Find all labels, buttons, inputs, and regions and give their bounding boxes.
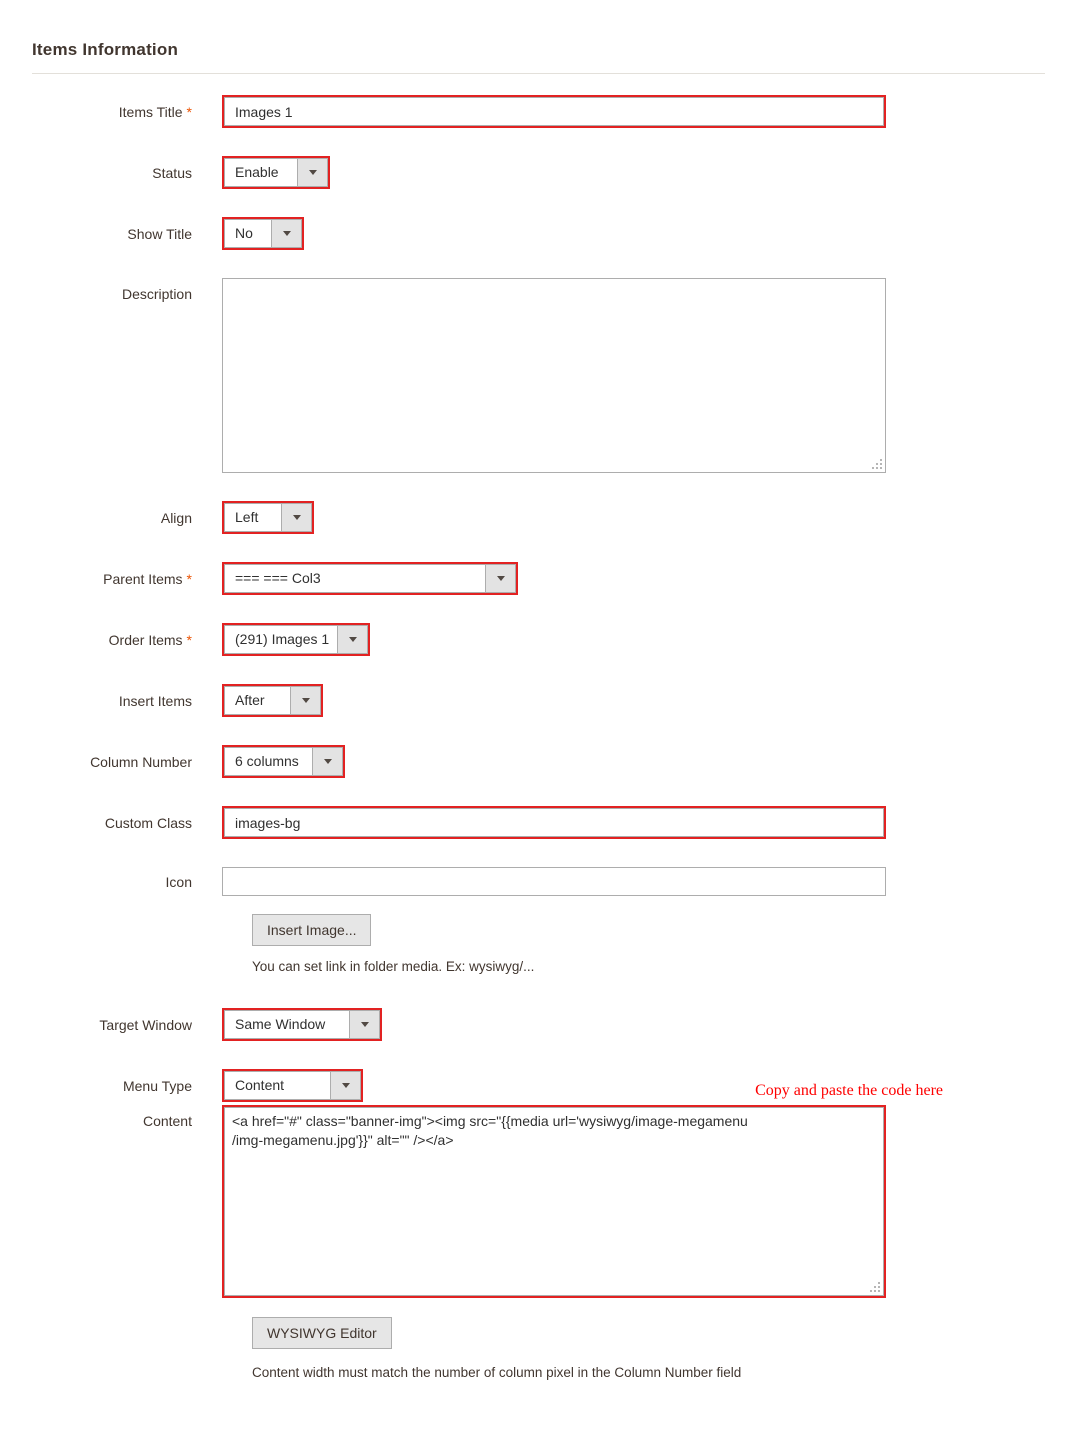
column-number-label: Column Number	[90, 753, 192, 770]
insert-items-highlight	[222, 684, 323, 717]
content-note: Content width must match the number of column pixel in the Column Number field	[252, 1365, 742, 1380]
form-row-align	[32, 501, 1077, 534]
parent-items-highlight	[222, 562, 518, 595]
status-highlight	[222, 156, 330, 189]
required-asterisk: *	[186, 103, 192, 120]
wysiwyg-editor-button[interactable]: WYSIWYG Editor	[252, 1317, 392, 1349]
target-window-dropdown-button[interactable]	[350, 1010, 380, 1039]
show-title-highlight	[222, 217, 304, 250]
content-label: Content	[142, 1113, 192, 1129]
caret-down-icon	[324, 759, 332, 764]
items-title-label: Items Title *	[118, 103, 192, 120]
column-number-select[interactable]	[224, 747, 343, 776]
insert-image-button[interactable]: Insert Image...	[252, 914, 371, 946]
description-label: Description	[121, 286, 192, 302]
insert-items-select[interactable]	[224, 686, 321, 715]
order-items-highlight	[222, 623, 370, 656]
form-row-parent-items	[32, 562, 1077, 595]
target-window-select[interactable]	[224, 1010, 380, 1039]
show-title-label: Show Title	[127, 225, 192, 242]
resize-grip-icon[interactable]	[872, 459, 882, 469]
form-row-show-title	[32, 217, 1077, 250]
menu-type-dropdown-button[interactable]	[331, 1071, 361, 1100]
caret-down-icon	[283, 231, 291, 236]
custom-class-highlight	[222, 806, 886, 839]
order-items-select-value: (291) Images 1	[224, 625, 338, 654]
content-button-row	[32, 1317, 1077, 1349]
menu-type-select[interactable]	[224, 1071, 361, 1100]
order-items-select[interactable]	[224, 625, 368, 654]
description-textarea-wrap	[222, 278, 886, 473]
caret-down-icon	[349, 637, 357, 642]
items-title-input[interactable]	[224, 97, 884, 126]
icon-label: Icon	[165, 873, 192, 890]
required-asterisk: *	[186, 631, 192, 648]
show-title-dropdown-button[interactable]	[272, 219, 302, 248]
copy-paste-annotation: Copy and paste the code here	[755, 1082, 943, 1099]
target-window-select-value: Same Window	[224, 1010, 350, 1039]
caret-down-icon	[361, 1022, 369, 1027]
form-row-order-items	[32, 623, 1077, 656]
order-items-label: Order Items *	[108, 631, 192, 648]
items-form	[0, 74, 1077, 1380]
status-dropdown-button[interactable]	[298, 158, 328, 187]
form-row-icon	[32, 867, 1077, 896]
content-textarea[interactable]	[224, 1107, 884, 1296]
insert-items-dropdown-button[interactable]	[291, 686, 321, 715]
status-select[interactable]	[224, 158, 328, 187]
align-dropdown-button[interactable]	[282, 503, 312, 532]
target-window-label: Target Window	[99, 1016, 192, 1033]
custom-class-label: Custom Class	[104, 814, 192, 831]
menu-type-select-value: Content	[224, 1071, 331, 1100]
align-select-value: Left	[224, 503, 282, 532]
page-title: Items Information	[32, 40, 179, 59]
resize-grip-icon[interactable]	[870, 1282, 880, 1292]
parent-items-dropdown-button[interactable]	[486, 564, 516, 593]
status-label: Status	[152, 164, 192, 181]
insert-items-select-value: After	[224, 686, 291, 715]
form-row-content	[32, 1105, 1077, 1298]
caret-down-icon	[293, 515, 301, 520]
form-row-items-title	[32, 95, 1077, 128]
form-row-status	[32, 156, 1077, 189]
align-select[interactable]	[224, 503, 312, 532]
target-window-highlight	[222, 1008, 382, 1041]
show-title-select-value: No	[224, 219, 272, 248]
form-row-insert-items	[32, 684, 1077, 717]
caret-down-icon	[309, 170, 317, 175]
parent-items-select-value: === === Col3	[224, 564, 486, 593]
caret-down-icon	[302, 698, 310, 703]
icon-input[interactable]	[222, 867, 886, 896]
align-highlight	[222, 501, 314, 534]
column-number-highlight	[222, 745, 345, 778]
form-row-column-number	[32, 745, 1077, 778]
icon-note: You can set link in folder media. Ex: wysiwyg/...	[252, 959, 535, 974]
content-textarea-wrap	[224, 1107, 884, 1296]
form-row-target-window	[32, 1008, 1077, 1041]
menu-type-label: Menu Type	[122, 1077, 192, 1094]
required-asterisk: *	[186, 570, 192, 587]
caret-down-icon	[342, 1083, 350, 1088]
page-header	[0, 0, 1077, 74]
status-select-value: Enable	[224, 158, 298, 187]
content-highlight	[222, 1105, 886, 1298]
order-items-dropdown-button[interactable]	[338, 625, 368, 654]
align-label: Align	[160, 509, 192, 526]
show-title-select[interactable]	[224, 219, 302, 248]
form-row-custom-class	[32, 806, 1077, 839]
column-number-dropdown-button[interactable]	[313, 747, 343, 776]
items-title-highlight	[222, 95, 886, 128]
form-row-description	[32, 278, 1077, 473]
caret-down-icon	[497, 576, 505, 581]
insert-items-label: Insert Items	[118, 692, 192, 709]
custom-class-input[interactable]	[224, 808, 884, 837]
parent-items-label: Parent Items *	[103, 570, 192, 587]
column-number-select-value: 6 columns	[224, 747, 313, 776]
parent-items-select[interactable]	[224, 564, 516, 593]
icon-button-row	[32, 914, 1077, 946]
menu-type-highlight	[222, 1069, 363, 1102]
description-textarea[interactable]	[222, 278, 886, 473]
